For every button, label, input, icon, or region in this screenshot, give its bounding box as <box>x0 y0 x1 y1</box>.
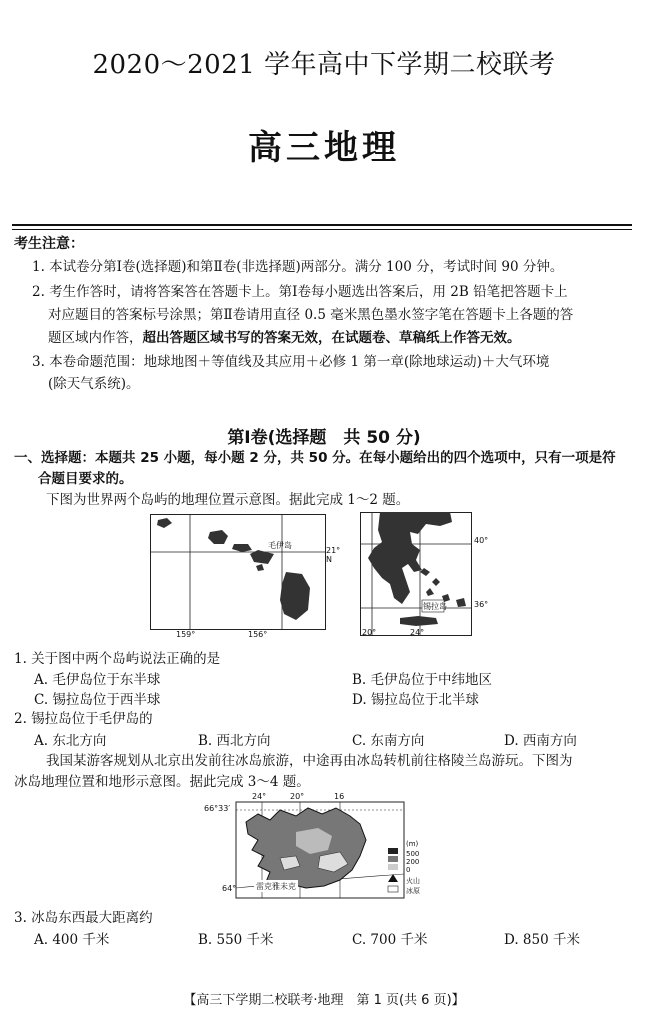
notice-item-3-cont: (除天气系统)。 <box>48 376 140 392</box>
section-title: 第Ⅰ卷(选择题 共 50 分) <box>227 428 421 448</box>
question-3-option-b: B. 550 千米 <box>198 932 274 948</box>
notice-item-2-normal: 题区域内作答， <box>48 330 143 346</box>
question-1-option-d: D. 锡拉岛位于北半球 <box>352 692 479 708</box>
header-divider <box>12 224 632 226</box>
question-3-option-c: C. 700 千米 <box>352 932 428 948</box>
maui-label: 毛伊岛 <box>268 541 292 550</box>
intro-q3-4: 我国某游客规划从北京出发前往冰岛旅游，中途再由冰岛转机前往格陵兰岛游玩。下图为 <box>46 753 573 769</box>
section-instruction-cont: 合题目要求的。 <box>38 471 133 487</box>
santorini-lat-top: 40° <box>474 536 489 545</box>
iceland-lat-top: 66°33′ <box>204 804 231 813</box>
legend-500: 500 <box>406 850 420 858</box>
exam-title: 2020～2021 学年高中下学期二校联考 <box>92 50 556 80</box>
reykjavik-label: 雷克雅未克 <box>256 882 296 891</box>
legend-volcano: 火山 <box>406 877 420 885</box>
intro-q1-2: 下图为世界两个岛屿的地理位置示意图。据此完成 1～2 题。 <box>46 492 410 508</box>
legend-glacier: 冰原 <box>406 887 420 895</box>
question-1-stem: 1. 关于图中两个岛屿说法正确的是 <box>14 651 221 667</box>
maui-lon-right: 156° <box>248 630 268 639</box>
legend-0: 0 <box>406 866 411 874</box>
maui-lon-left: 159° <box>176 630 196 639</box>
notice-item-3: 3. 本卷命题范围：地球地图＋等值线及其应用＋必修 1 第一章(除地球运动)＋大气环境 <box>32 354 550 370</box>
question-2-option-c: C. 东南方向 <box>352 733 425 749</box>
question-1-option-a: A. 毛伊岛位于东半球 <box>34 672 161 688</box>
question-2-option-a: A. 东北方向 <box>34 733 107 749</box>
notice-heading: 考生注意： <box>14 236 84 252</box>
question-3-stem: 3. 冰岛东西最大距离约 <box>14 910 153 926</box>
notice-item-2: 2. 考生作答时，请将答案答在答题卡上。第Ⅰ卷每小题选出答案后，用 2B 铅笔把答题卡上 <box>32 284 568 300</box>
santorini-map-figure <box>360 512 472 636</box>
maui-map <box>150 514 341 639</box>
question-2-option-b: B. 西北方向 <box>198 733 271 749</box>
iceland-lat-bottom: 64° <box>222 884 237 893</box>
notice-item-2-cont: 对应题目的答案标号涂黑；第Ⅱ卷请用直径 0.5 毫米黑色墨水签字笔在答题卡上各题的答 <box>48 307 574 323</box>
question-1-option-c: C. 锡拉岛位于西半球 <box>34 692 161 708</box>
header-divider-thin <box>12 229 632 230</box>
notice-item-2-bold: 超出答题区域书写的答案无效，在试题卷、草稿纸上作答无效。 <box>142 330 521 346</box>
iceland-lon-2: 20° <box>290 792 305 801</box>
iceland-lon-3: 16 <box>334 792 345 801</box>
question-1-option-b: B. 毛伊岛位于中纬地区 <box>352 672 493 688</box>
notice-item-1: 1. 本试卷分第Ⅰ卷(选择题)和第Ⅱ卷(非选择题)两部分。满分 100 分，考试时间 90 分钟。 <box>32 259 564 275</box>
maui-map-figure <box>150 514 326 630</box>
question-2-stem: 2. 锡拉岛位于毛伊岛的 <box>14 711 153 727</box>
subject-title: 高三地理 <box>248 128 400 168</box>
question-3-option-d: D. 850 千米 <box>504 932 580 948</box>
legend-unit: (m) <box>406 840 419 848</box>
notice-item-2-end <box>48 327 642 349</box>
maui-lat-label: 21° N <box>326 546 341 564</box>
page-footer: 【高三下学期二校联考·地理 第 1 页(共 6 页)】 <box>183 993 465 1008</box>
santorini-label: 锡拉岛 <box>423 602 447 611</box>
santorini-lat-bottom: 36° <box>474 600 489 609</box>
iceland-lon-1: 24° <box>252 792 267 801</box>
question-3-option-a: A. 400 千米 <box>34 932 110 948</box>
legend-200: 200 <box>406 858 420 866</box>
iceland-map <box>200 792 440 904</box>
section-instruction: 一、选择题：本题共 25 小题，每小题 2 分，共 50 分。在每小题给出的四个选项中，只有一项是符 <box>14 450 616 466</box>
santorini-lon-right: 24° <box>410 628 425 637</box>
question-2-option-d: D. 西南方向 <box>504 733 577 749</box>
santorini-map <box>360 512 489 637</box>
intro-q3-4-cont: 冰岛地理位置和地形示意图。据此完成 3～4 题。 <box>14 774 310 790</box>
santorini-lon-left: 20° <box>362 628 377 637</box>
